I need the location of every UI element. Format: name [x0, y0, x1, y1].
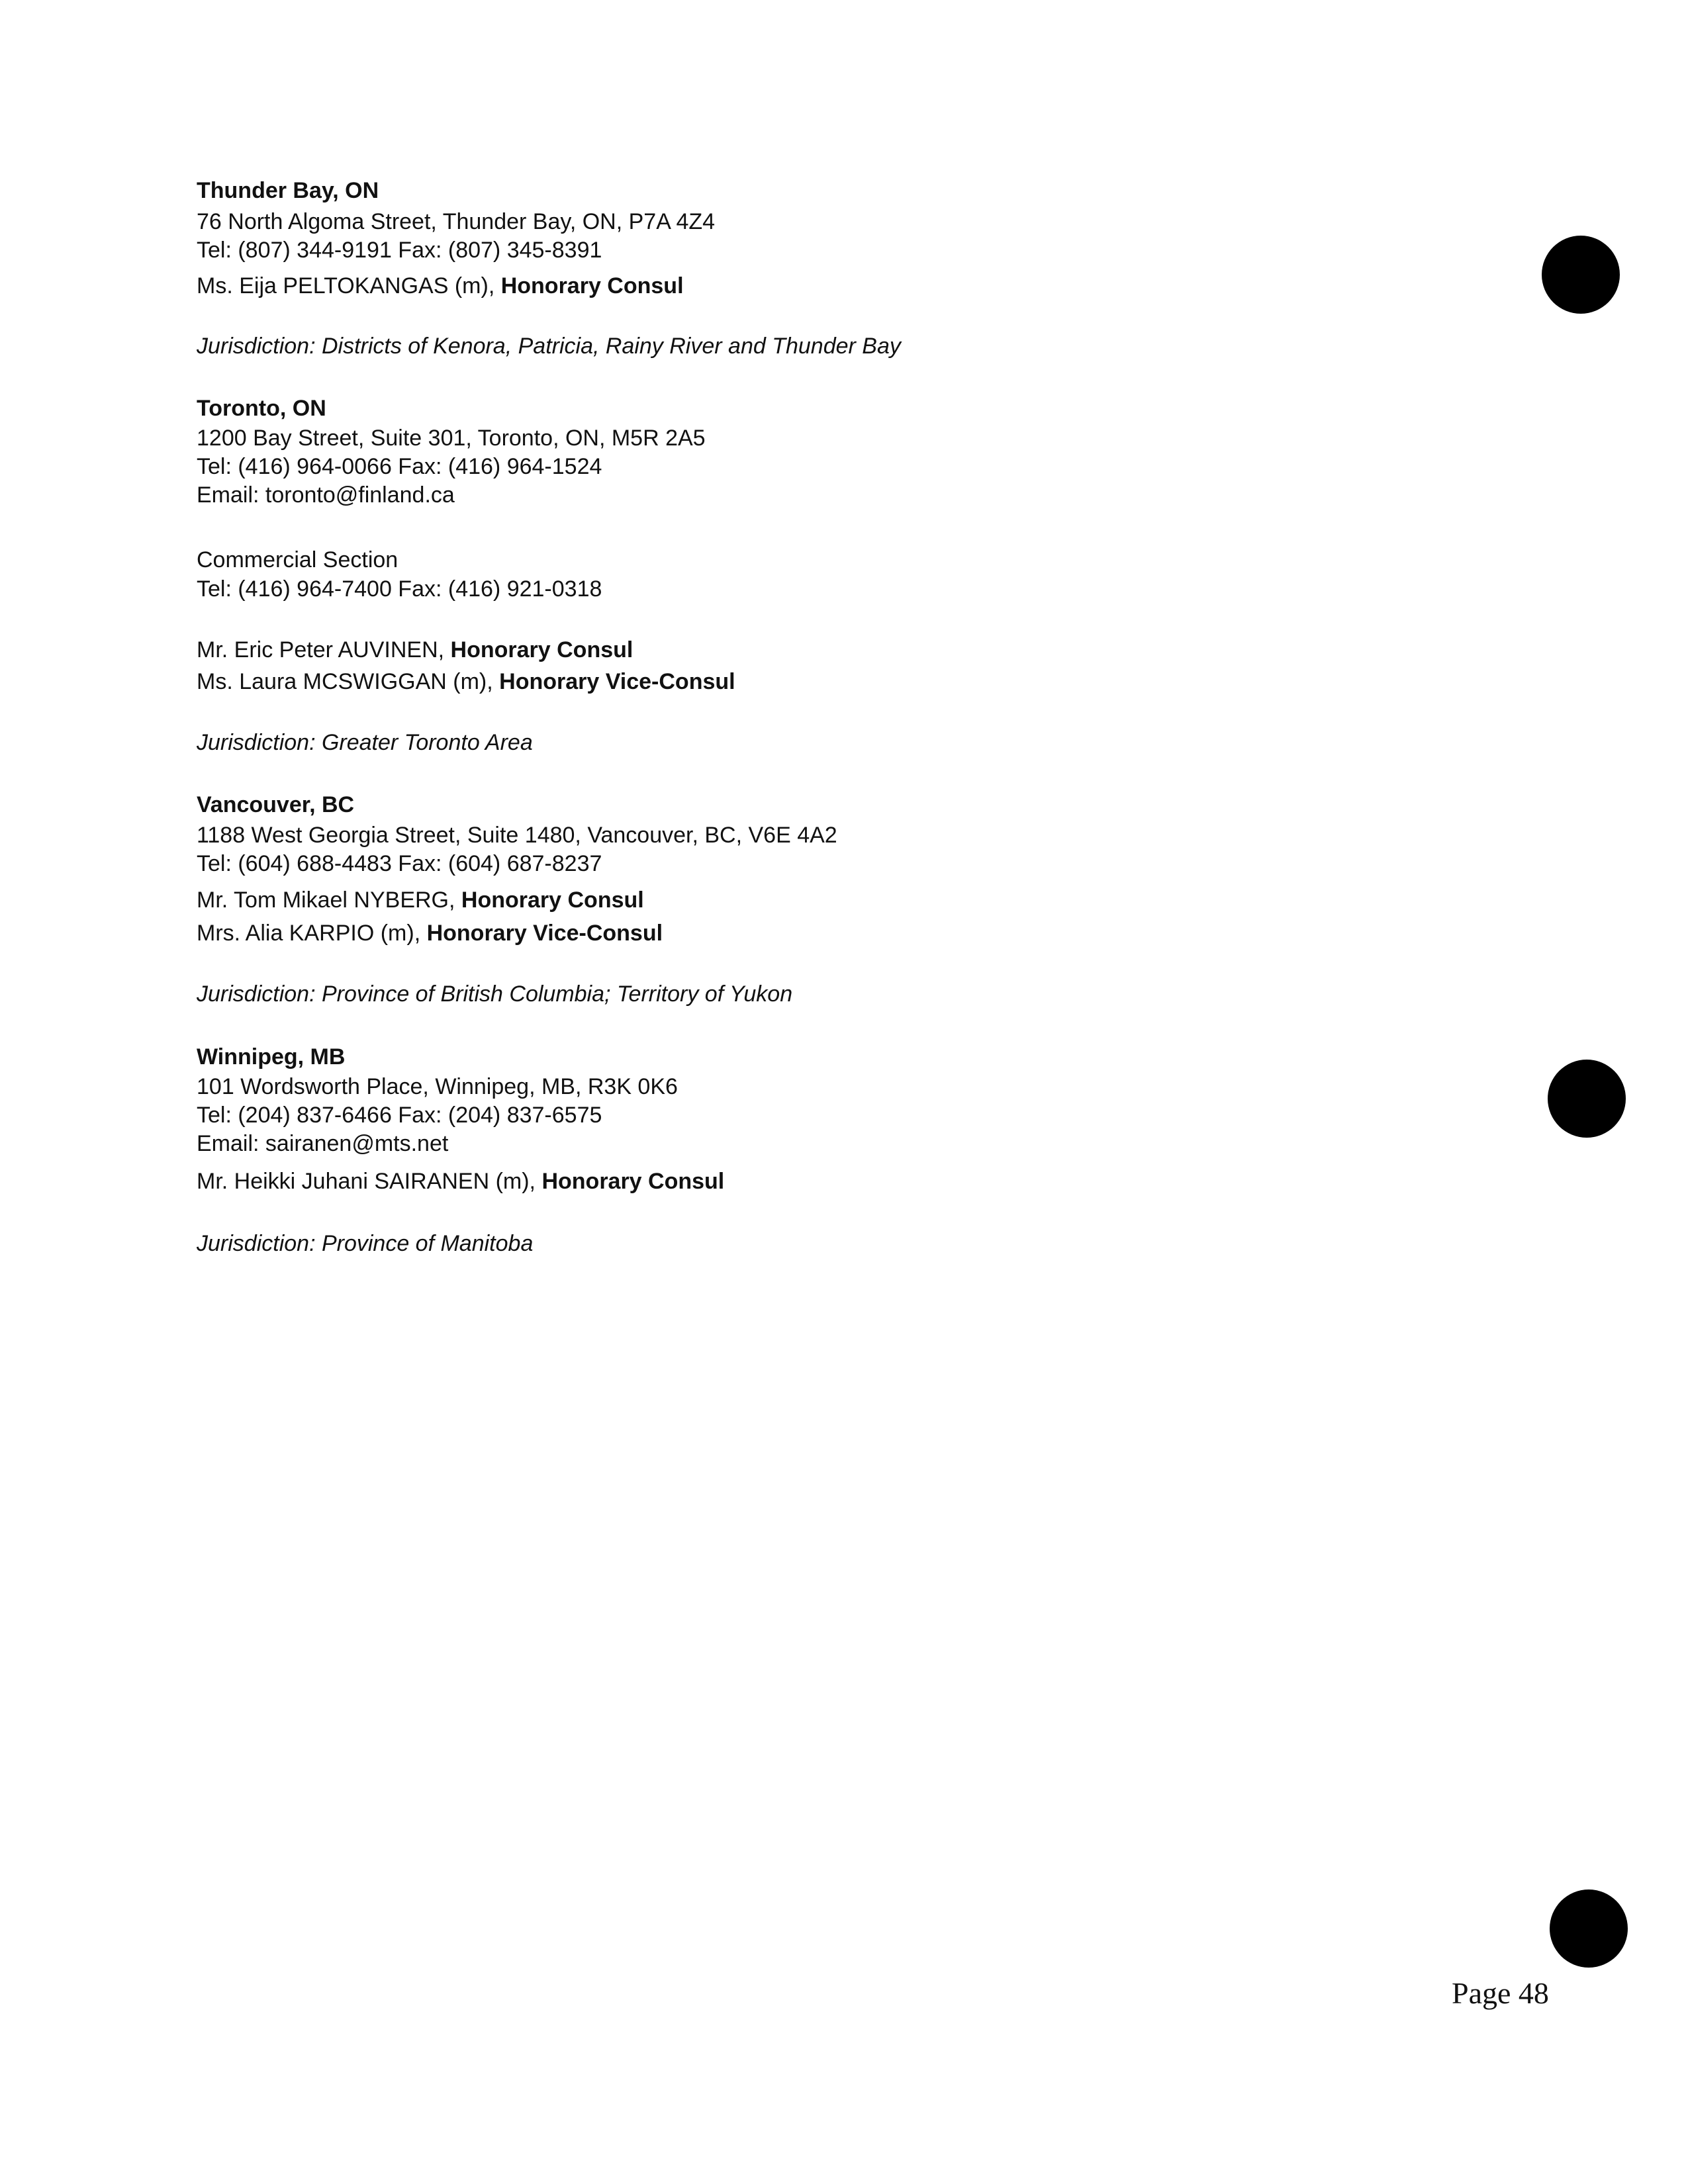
entry-jurisdiction: Jurisdiction: Province of Manitoba [197, 1231, 534, 1256]
entry-jurisdiction: Jurisdiction: Greater Toronto Area [197, 730, 533, 755]
entry-phone-fax: Tel: (604) 688-4483 Fax: (604) 687-8237 [197, 851, 602, 876]
entry-phone-fax: Tel: (807) 344-9191 Fax: (807) 345-8391 [197, 238, 602, 263]
officer-title: Honorary Consul [500, 273, 684, 298]
entry-heading: Toronto, ON [197, 396, 326, 421]
entry-address: 1200 Bay Street, Suite 301, Toronto, ON, M5R 2A5 [197, 426, 706, 451]
entry-officer [197, 668, 735, 695]
entry-officer [197, 920, 663, 946]
entry-heading: Thunder Bay, ON [197, 178, 379, 203]
officer-name: Ms. Eija PELTOKANGAS (m), [197, 273, 501, 298]
commercial-section-label: Commercial Section [197, 547, 399, 572]
entry-officer [197, 273, 684, 299]
entry-address: 76 North Algoma Street, Thunder Bay, ON, P7A 4Z4 [197, 209, 716, 234]
entry-heading: Winnipeg, MB [197, 1044, 346, 1069]
entry-officer [197, 637, 633, 663]
punch-hole-bottom [1550, 1889, 1628, 1968]
entry-heading: Vancouver, BC [197, 792, 355, 817]
officer-name: Mr. Tom Mikael NYBERG, [197, 887, 461, 913]
entry-officer [197, 887, 644, 913]
entry-address: 1188 West Georgia Street, Suite 1480, Vancouver, BC, V6E 4A2 [197, 823, 837, 848]
entry-phone-fax: Tel: (416) 964-0066 Fax: (416) 964-1524 [197, 454, 602, 479]
entry-address: 101 Wordsworth Place, Winnipeg, MB, R3K 0K6 [197, 1074, 678, 1099]
page-number: Page 48 [1452, 1976, 1549, 2010]
officer-title: Honorary Consul [450, 637, 633, 662]
officer-title: Honorary Vice-Consul [499, 669, 735, 694]
punch-hole-top [1542, 236, 1620, 314]
entry-jurisdiction: Jurisdiction: Districts of Kenora, Patricia, Rainy River and Thunder Bay [197, 334, 901, 359]
officer-title: Honorary Vice-Consul [426, 921, 663, 946]
punch-hole-middle [1548, 1060, 1626, 1138]
officer-name: Mrs. Alia KARPIO (m), [197, 921, 427, 946]
officer-name: Mr. Heikki Juhani SAIRANEN (m), [197, 1169, 542, 1194]
entry-email: Email: sairanen@mts.net [197, 1131, 449, 1156]
commercial-section-phone-fax: Tel: (416) 964-7400 Fax: (416) 921-0318 [197, 576, 602, 602]
entry-email: Email: toronto@finland.ca [197, 482, 455, 508]
entry-jurisdiction: Jurisdiction: Province of British Columbia; Territory of Yukon [197, 981, 793, 1007]
officer-name: Ms. Laura MCSWIGGAN (m), [197, 669, 500, 694]
entry-phone-fax: Tel: (204) 837-6466 Fax: (204) 837-6575 [197, 1103, 602, 1128]
officer-title: Honorary Consul [541, 1169, 725, 1194]
officer-name: Mr. Eric Peter AUVINEN, [197, 637, 451, 662]
officer-title: Honorary Consul [461, 887, 644, 913]
entry-officer [197, 1168, 724, 1195]
